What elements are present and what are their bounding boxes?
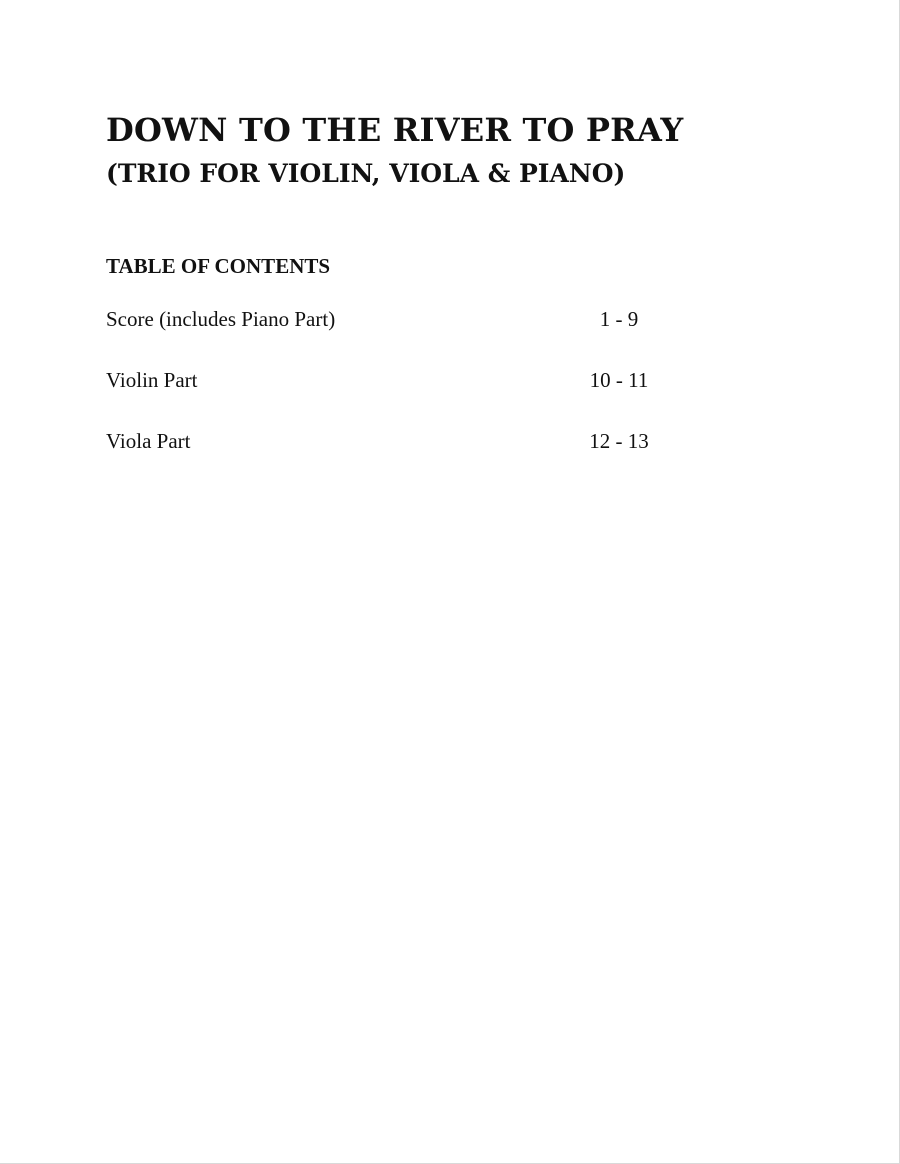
toc-entry-violin-part <box>106 365 666 395</box>
toc-entry-pages: 1 - 9 <box>599 307 639 331</box>
toc-entry-score <box>106 304 666 334</box>
toc-entry-pages: 12 - 13 <box>589 429 649 453</box>
document-subtitle: (TRIO FOR VIOLIN, VIOLA & PIANO) <box>106 159 626 188</box>
toc-entry-pages: 10 - 11 <box>589 368 649 392</box>
document-title: DOWN TO THE RIVER TO PRAY <box>106 111 684 149</box>
toc-entry-label: Violin Part <box>106 368 198 392</box>
toc-entry-label: Viola Part <box>106 429 191 453</box>
table-of-contents-heading: TABLE OF CONTENTS <box>106 254 331 278</box>
toc-entry-label: Score (includes Piano Part) <box>106 307 336 331</box>
toc-entry-viola-part <box>106 426 666 456</box>
